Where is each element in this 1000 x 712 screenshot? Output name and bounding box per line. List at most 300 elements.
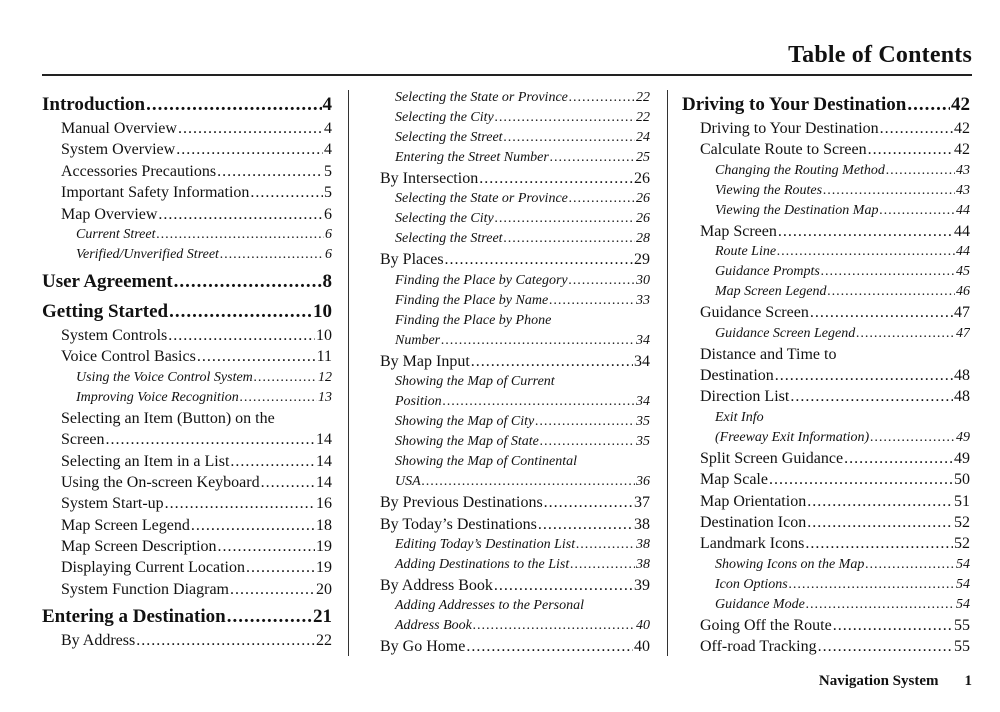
toc-entry-page: 38: [634, 515, 650, 533]
dot-leader: [422, 472, 635, 492]
dot-leader: [868, 139, 953, 160]
toc-entry-page: 44: [956, 244, 970, 260]
dot-leader: [807, 491, 953, 512]
toc-entry-label: Map Screen Legend: [715, 284, 827, 300]
dot-leader: [466, 636, 633, 657]
dot-leader: [240, 388, 317, 408]
toc-entry-label: Selecting the City: [395, 211, 494, 227]
dot-leader: [576, 535, 635, 555]
toc-entry-label: System Start-up: [61, 495, 164, 513]
toc-column-3: [682, 88, 970, 657]
dot-leader: [495, 209, 635, 229]
toc-entry[interactable]: [682, 512, 970, 533]
dot-leader: [823, 181, 955, 201]
dot-leader: [856, 324, 955, 344]
toc-entry-page: 13: [318, 389, 332, 405]
toc-entry[interactable]: [380, 636, 650, 657]
toc-entry[interactable]: [380, 575, 650, 596]
dot-leader: [806, 595, 955, 615]
toc-entry-label: Important Safety Information: [61, 184, 250, 202]
toc-entry-label: System Function Diagram: [61, 580, 229, 598]
toc-entry-label: System Overview: [61, 141, 176, 159]
page-number: 1: [964, 673, 972, 689]
toc-entry[interactable]: [380, 492, 650, 513]
toc-entry-page: 25: [636, 150, 650, 165]
toc-entry[interactable]: [42, 269, 332, 295]
toc-entry[interactable]: [380, 271, 650, 291]
toc-entry[interactable]: [42, 579, 332, 600]
toc-entry[interactable]: [380, 291, 650, 311]
toc-entry-label: Map Orientation: [700, 492, 807, 510]
toc-entry[interactable]: [42, 161, 332, 182]
dot-leader: [550, 148, 635, 168]
toc-entry-label: Distance and Time to: [700, 345, 837, 363]
toc-entry[interactable]: [42, 225, 332, 245]
toc-entry-page: 28: [636, 231, 650, 247]
toc-entry[interactable]: [682, 595, 970, 615]
toc-entry-page: 45: [956, 264, 970, 280]
toc-entry[interactable]: [42, 515, 332, 536]
toc-entry-page: 50: [954, 471, 970, 489]
dot-leader: [805, 533, 953, 554]
toc-entry[interactable]: [380, 351, 650, 372]
toc-entry[interactable]: [42, 408, 332, 429]
toc-entry[interactable]: [380, 331, 650, 351]
toc-entry-label: Guidance Prompts: [715, 264, 820, 280]
toc-entry-label: Adding Destinations to the List: [395, 556, 570, 572]
toc-entry[interactable]: [682, 92, 970, 118]
toc-entry-label: Destination Icon: [700, 513, 807, 531]
toc-entry[interactable]: [380, 596, 650, 616]
toc-entry[interactable]: [682, 242, 970, 262]
toc-entry[interactable]: [42, 604, 332, 630]
toc-entry-page: 16: [316, 495, 332, 513]
toc-entry-page: 20: [316, 580, 332, 598]
toc-entry[interactable]: [42, 182, 332, 203]
toc-entry-label: Guidance Mode: [715, 596, 805, 612]
toc-entry-label: Showing the Map of City: [395, 414, 535, 430]
toc-entry-page: 40: [634, 638, 650, 656]
dot-leader: [569, 271, 635, 291]
toc-entry-label: Introduction: [42, 94, 146, 115]
toc-entry-page: 26: [636, 211, 650, 227]
dot-leader: [230, 451, 315, 472]
dot-leader: [504, 229, 635, 249]
dot-leader: [169, 299, 312, 325]
toc-entry-page: 52: [954, 513, 970, 531]
toc-entry-label: System Controls: [61, 326, 168, 344]
toc-entry[interactable]: [682, 555, 970, 575]
toc-entry[interactable]: [42, 245, 332, 265]
dot-leader: [495, 108, 635, 128]
dot-leader: [789, 575, 955, 595]
toc-entry[interactable]: [682, 469, 970, 490]
toc-entry-label: Verified/Unverified Street: [76, 246, 219, 262]
toc-entry-label: By Previous Destinations: [380, 494, 543, 512]
toc-entry-page: 46: [956, 284, 970, 300]
toc-entry-page: 42: [951, 94, 970, 115]
toc-entry[interactable]: [682, 221, 970, 242]
toc-entry[interactable]: [682, 491, 970, 512]
toc-entry-label: Map Scale: [700, 471, 768, 489]
toc-entry-page: 37: [634, 494, 650, 512]
toc-entry[interactable]: [682, 161, 970, 181]
dot-leader: [106, 429, 315, 450]
dot-leader: [178, 118, 323, 139]
toc-entry[interactable]: [380, 168, 650, 189]
toc-entry-label: Guidance Screen: [700, 304, 809, 322]
dot-leader: [494, 575, 633, 596]
toc-entry-label: Finding the Place by Name: [395, 292, 549, 308]
toc-entry-label: Getting Started: [42, 300, 169, 322]
dot-leader: [569, 189, 635, 209]
toc-entry-label: Current Street: [76, 226, 156, 242]
toc-entry-page: 35: [636, 414, 650, 430]
dot-leader: [886, 161, 955, 181]
toc-entry-label: Viewing the Routes: [715, 182, 823, 198]
toc-entry[interactable]: [380, 514, 650, 535]
dot-leader: [176, 139, 323, 160]
toc-entry-label: Split Screen Guidance: [700, 449, 844, 467]
toc-entry[interactable]: [380, 432, 650, 452]
footer-section: Navigation System: [818, 673, 939, 689]
dot-leader: [220, 245, 324, 265]
toc-entry[interactable]: [682, 428, 970, 448]
dot-leader: [473, 616, 635, 636]
toc-entry-label: Selecting an Item in a List: [61, 452, 230, 470]
dot-leader: [227, 604, 312, 630]
dot-leader: [445, 249, 633, 270]
toc-entry-label: By Go Home: [380, 638, 466, 656]
toc-entry-page: 44: [954, 222, 970, 240]
toc-entry-page: 54: [956, 556, 970, 572]
toc-entry-page: 42: [954, 141, 970, 159]
dot-leader: [540, 432, 635, 452]
dot-leader: [821, 262, 955, 282]
toc-entry-label: Screen: [61, 431, 105, 449]
dot-leader: [479, 168, 633, 189]
toc-entry-label: Manual Overview: [61, 120, 177, 137]
toc-entry-page: 10: [316, 326, 332, 344]
toc-entry[interactable]: [380, 311, 650, 331]
toc-entry-label: Finding the Place by Phone: [395, 312, 552, 328]
dot-leader: [230, 579, 315, 600]
toc-entry-label: By Map Input: [380, 352, 470, 370]
toc-column-1: [42, 88, 332, 652]
page-footer: [819, 673, 972, 690]
toc-entry[interactable]: [380, 555, 650, 575]
dot-leader: [777, 242, 955, 262]
toc-entry-page: 36: [636, 474, 650, 490]
dot-leader: [191, 515, 315, 536]
toc-entry-page: 21: [313, 606, 332, 628]
toc-entry-page: 43: [956, 182, 970, 198]
title-rule: [42, 74, 972, 76]
toc-entry[interactable]: [682, 344, 970, 365]
toc-entry[interactable]: [380, 189, 650, 209]
toc-entry[interactable]: [380, 88, 650, 108]
dot-leader: [778, 221, 953, 242]
toc-entry-label: Guidance Screen Legend: [715, 325, 856, 341]
toc-entry-label: Driving to Your Destination: [682, 94, 907, 115]
dot-leader: [261, 472, 315, 493]
toc-entry-page: 6: [325, 246, 332, 262]
toc-entry-label: Map Screen Legend: [61, 516, 190, 534]
toc-entry[interactable]: [42, 429, 332, 450]
toc-entry-label: By Intersection: [380, 170, 479, 187]
toc-entry[interactable]: [42, 346, 332, 367]
dot-leader: [254, 368, 317, 388]
dot-leader: [441, 331, 635, 351]
toc-entry[interactable]: [42, 368, 332, 388]
toc-entry-page: 18: [316, 516, 332, 534]
toc-entry-label: Showing the Map of Current: [395, 374, 555, 390]
toc-entry-page: 51: [954, 492, 970, 510]
toc-entry-page: 43: [956, 162, 970, 178]
toc-entry[interactable]: [682, 118, 970, 139]
toc-entry[interactable]: [42, 451, 332, 472]
toc-entry[interactable]: [42, 630, 332, 651]
toc-entry-label: Editing Today’s Destination List: [395, 536, 576, 552]
toc-entry-page: 33: [636, 292, 650, 308]
toc-entry-page: 8: [322, 270, 332, 292]
toc-entry-label: Using the On-screen Keyboard: [61, 473, 260, 491]
toc-entry-page: 54: [956, 596, 970, 612]
column-divider: [348, 90, 349, 656]
dot-leader: [250, 182, 323, 203]
toc-entry-page: 34: [636, 394, 650, 410]
toc-entry-page: 38: [636, 556, 650, 572]
toc-entry[interactable]: [42, 472, 332, 493]
dot-leader: [769, 469, 953, 490]
toc-entry-label: USA: [395, 474, 421, 490]
toc-entry-page: 5: [324, 162, 332, 180]
toc-entry-label: Selecting the State or Province: [395, 90, 568, 105]
toc-entry[interactable]: [42, 118, 332, 139]
toc-entry-page: 34: [636, 332, 650, 348]
toc-entry-page: 22: [316, 632, 332, 650]
toc-entry[interactable]: [42, 92, 332, 118]
toc-entry[interactable]: [380, 209, 650, 229]
dot-leader: [535, 412, 635, 432]
toc-entry-label: Map Screen Description: [61, 538, 217, 556]
toc-entry[interactable]: [682, 408, 970, 428]
toc-entry[interactable]: [380, 472, 650, 492]
toc-entry[interactable]: [42, 325, 332, 346]
dot-leader: [880, 118, 953, 139]
toc-entry-page: 49: [956, 429, 970, 445]
toc-entry[interactable]: [682, 615, 970, 636]
toc-entry-label: Off-road Tracking: [700, 638, 817, 656]
toc-entry[interactable]: [682, 201, 970, 221]
toc-entry-page: 47: [956, 325, 970, 341]
toc-entry[interactable]: [42, 536, 332, 557]
toc-entry-page: 11: [316, 348, 332, 366]
toc-entry-label: Viewing the Destination Map: [715, 202, 879, 218]
toc-entry-label: Selecting the Street: [395, 130, 503, 145]
dot-leader: [136, 630, 315, 651]
toc-entry-label: Voice Control Basics: [61, 348, 196, 366]
toc-entry-page: 14: [316, 431, 332, 449]
toc-entry-label: By Places: [380, 251, 444, 269]
toc-entry-label: Exit Info: [715, 409, 764, 425]
toc-entry[interactable]: [42, 204, 332, 225]
dot-leader: [168, 325, 315, 346]
toc-entry-page: 35: [636, 434, 650, 450]
toc-entry[interactable]: [42, 299, 332, 325]
toc-entry[interactable]: [682, 262, 970, 282]
toc-entry[interactable]: [682, 324, 970, 344]
toc-entry-label: Position: [395, 394, 442, 410]
page-title: Table of Contents: [788, 42, 972, 68]
toc-entry-page: 34: [634, 352, 650, 370]
toc-entry-page: 12: [318, 369, 332, 385]
toc-entry[interactable]: [380, 229, 650, 249]
toc-entry[interactable]: [42, 557, 332, 578]
toc-entry[interactable]: [682, 533, 970, 554]
toc-entry-label: Adding Addresses to the Personal: [395, 598, 584, 614]
toc-entry-label: User Agreement: [42, 270, 173, 292]
toc-entry-label: By Today’s Destinations: [380, 515, 537, 533]
toc-entry-label: Selecting the Street: [395, 231, 503, 247]
toc-entry[interactable]: [380, 148, 650, 168]
toc-entry-page: 48: [954, 388, 970, 406]
toc-entry-page: 26: [634, 170, 650, 187]
toc-entry[interactable]: [380, 249, 650, 270]
toc-entry[interactable]: [682, 181, 970, 201]
toc-entry-page: 6: [325, 226, 332, 242]
dot-leader: [775, 365, 953, 386]
toc-entry-label: Finding the Place by Category: [395, 272, 568, 288]
toc-entry-page: 38: [636, 536, 650, 552]
toc-entry-label: Selecting the State or Province: [395, 191, 568, 207]
toc-entry-label: Selecting the City: [395, 110, 494, 125]
toc-entry[interactable]: [380, 452, 650, 472]
toc-entry-page: 5: [324, 184, 332, 202]
toc-entry-label: Displaying Current Location: [61, 559, 245, 577]
toc-entry-label: Map Overview: [61, 205, 158, 223]
toc-entry-page: 30: [636, 272, 650, 288]
toc-entry[interactable]: [682, 282, 970, 302]
toc-entry-label: Driving to Your Destination: [700, 120, 879, 137]
dot-leader: [844, 448, 953, 469]
toc-entry[interactable]: [380, 128, 650, 148]
toc-entry[interactable]: [682, 386, 970, 407]
toc-entry[interactable]: [682, 448, 970, 469]
dot-leader: [246, 557, 315, 578]
toc-entry-page: 10: [313, 300, 332, 322]
dot-leader: [158, 204, 323, 225]
dot-leader: [907, 92, 950, 118]
toc-entry[interactable]: [380, 535, 650, 555]
dot-leader: [790, 386, 953, 407]
toc-entry-page: 19: [316, 559, 332, 577]
toc-entry-page: 40: [636, 618, 650, 634]
toc-entry-label: Improving Voice Recognition: [76, 389, 239, 405]
toc-entry-label: Showing Icons on the Map: [715, 556, 865, 572]
dot-leader: [146, 92, 321, 118]
toc-entry[interactable]: [42, 493, 332, 514]
dot-leader: [833, 615, 953, 636]
toc-entry-page: 4: [324, 141, 332, 159]
dot-leader: [165, 493, 315, 514]
toc-entry-page: 55: [954, 616, 970, 634]
dot-leader: [569, 88, 635, 108]
toc-entry-page: 26: [636, 191, 650, 207]
toc-entry-page: 14: [316, 452, 332, 470]
toc-entry-label: Number: [395, 332, 441, 348]
dot-leader: [217, 161, 323, 182]
toc-entry[interactable]: [682, 575, 970, 595]
dot-leader: [504, 128, 635, 148]
toc-entry-page: 47: [954, 304, 970, 322]
dot-leader: [538, 514, 633, 535]
toc-entry-page: 6: [324, 205, 332, 223]
toc-column-2: [380, 88, 650, 658]
toc-entry-label: Accessories Precautions: [61, 162, 217, 180]
toc-entry[interactable]: [380, 372, 650, 392]
dot-leader: [443, 392, 635, 412]
toc-entry[interactable]: [380, 616, 650, 636]
toc-entry-label: Direction List: [700, 388, 790, 406]
toc-entry[interactable]: [682, 302, 970, 323]
toc-entry[interactable]: [380, 108, 650, 128]
toc-entry-label: Map Screen: [700, 222, 777, 240]
toc-entry-label: Route Line: [715, 244, 777, 260]
toc-entry-page: 48: [954, 366, 970, 384]
toc-entry-label: Using the Voice Control System: [76, 369, 253, 385]
toc-entry-page: 54: [956, 576, 970, 592]
toc-entry-page: 4: [324, 120, 332, 137]
toc-entry-page: 42: [954, 120, 970, 137]
toc-entry-page: 39: [634, 576, 650, 594]
toc-entry-label: Showing the Map of Continental: [395, 454, 577, 470]
dot-leader: [870, 428, 955, 448]
toc-entry[interactable]: [380, 392, 650, 412]
dot-leader: [156, 225, 324, 245]
toc-entry[interactable]: [380, 412, 650, 432]
toc-entry-label: Showing the Map of State: [395, 434, 539, 450]
toc-entry-label: Entering the Street Number: [395, 150, 549, 165]
dot-leader: [549, 291, 635, 311]
toc-entry[interactable]: [42, 139, 332, 160]
toc-entry-label: Icon Options: [715, 576, 788, 592]
toc-entry-label: Landmark Icons: [700, 535, 805, 553]
toc-entry-page: 14: [316, 473, 332, 491]
toc-entry-label: Going Off the Route: [700, 616, 832, 634]
toc-entry-label: Selecting an Item (Button) on the: [61, 409, 275, 427]
toc-entry-label: (Freeway Exit Information): [715, 429, 870, 445]
toc-entry[interactable]: [682, 636, 970, 657]
dot-leader: [218, 536, 315, 557]
toc-entry[interactable]: [682, 365, 970, 386]
dot-leader: [879, 201, 955, 221]
dot-leader: [174, 269, 322, 295]
toc-entry[interactable]: [682, 139, 970, 160]
toc-entry-page: 49: [954, 449, 970, 467]
dot-leader: [827, 282, 955, 302]
toc-entry-page: 22: [636, 90, 650, 105]
dot-leader: [471, 351, 633, 372]
toc-entry-label: By Address Book: [380, 576, 493, 594]
toc-entry-page: 44: [956, 202, 970, 218]
dot-leader: [197, 346, 316, 367]
dot-leader: [544, 492, 633, 513]
column-divider: [667, 90, 668, 656]
dot-leader: [807, 512, 953, 533]
toc-entry[interactable]: [42, 388, 332, 408]
toc-entry-page: 55: [954, 638, 970, 656]
